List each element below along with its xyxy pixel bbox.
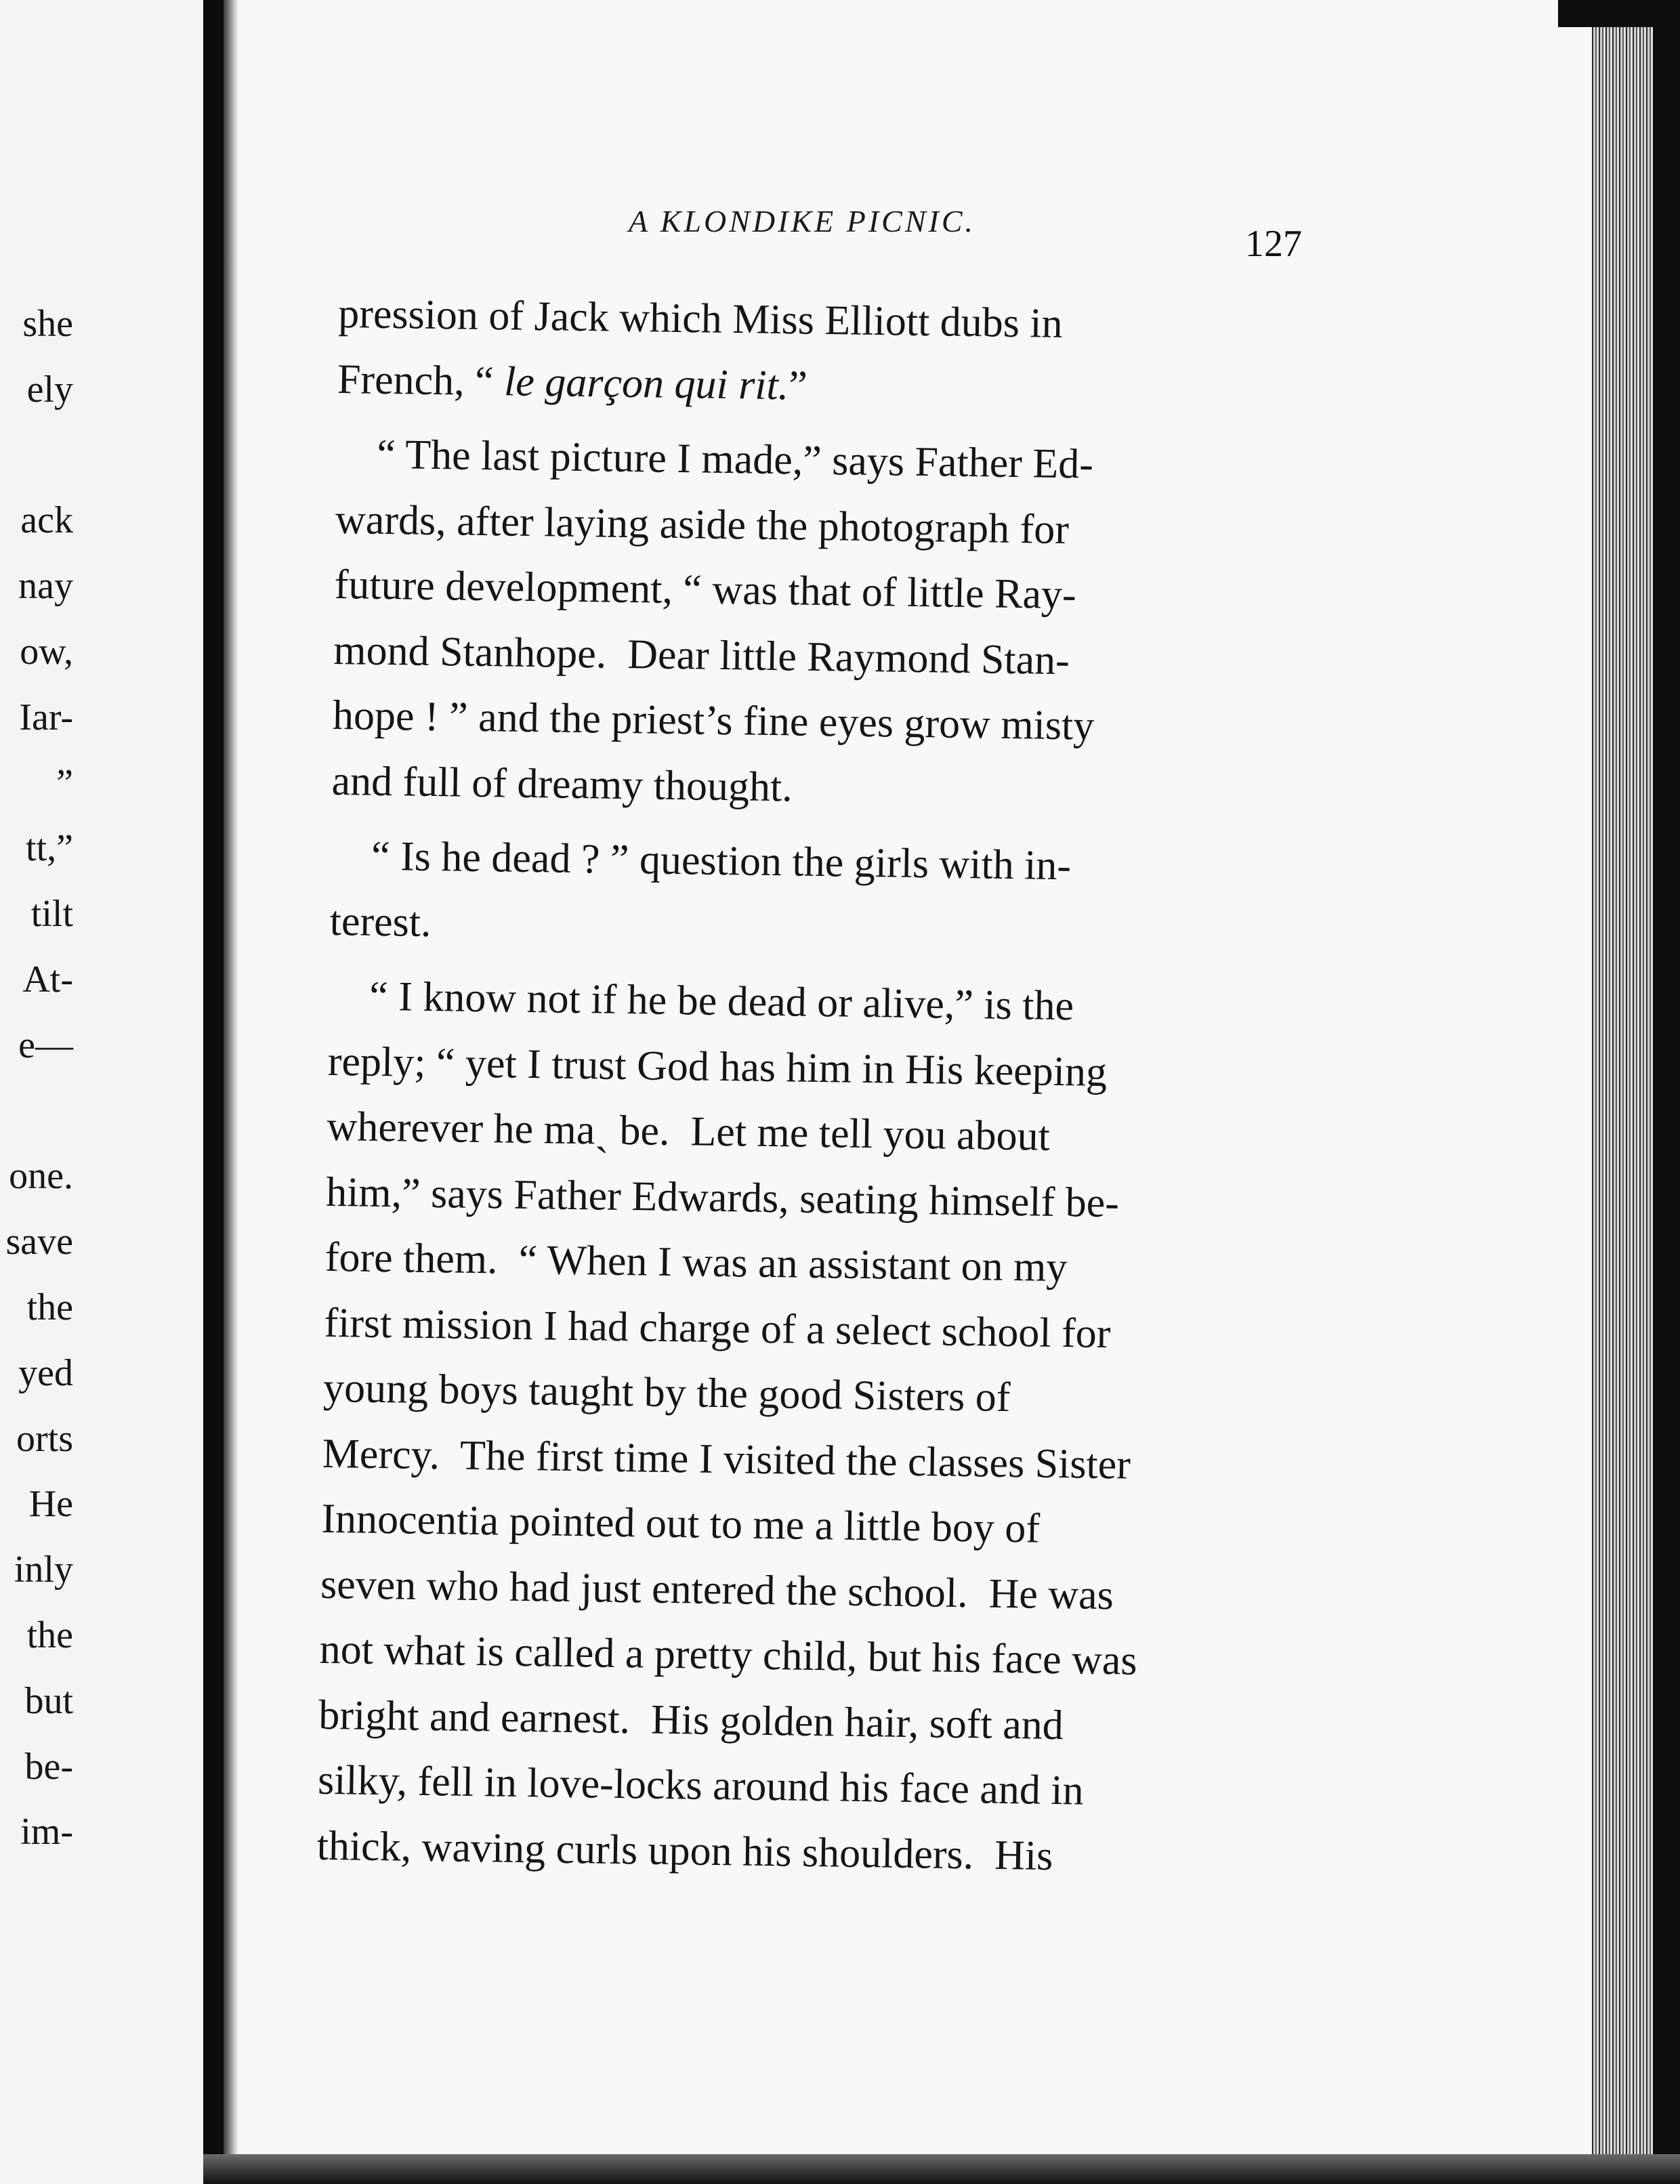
facing-line: ely bbox=[26, 368, 73, 411]
line-text: seven who had just entered the school. He was bbox=[320, 1561, 1114, 1618]
text-line bbox=[330, 823, 1293, 902]
text-line bbox=[331, 748, 1294, 826]
facing-line: nay bbox=[18, 565, 73, 608]
line-text: French, “ le garçon qui rit.” bbox=[337, 356, 808, 409]
facing-line: inly bbox=[14, 1549, 73, 1591]
top-shadow bbox=[1558, 0, 1680, 27]
line-text: bright and earnest. His golden hair, soft and bbox=[318, 1692, 1064, 1748]
line-text: young boys taught by the good Sisters of bbox=[322, 1364, 1011, 1421]
facing-line: the bbox=[26, 1614, 73, 1656]
line-text: him,” says Father Edwards, seating himself be- bbox=[325, 1169, 1120, 1226]
facing-line: yed bbox=[18, 1351, 73, 1394]
line-text: thick, waving curls upon his shoulders. His bbox=[316, 1822, 1053, 1879]
french-phrase: le garçon qui rit. bbox=[503, 358, 789, 408]
line-text: and full of dreamy thought. bbox=[331, 757, 793, 810]
line-text: hope ! ” and the priest’s fine eyes grow misty bbox=[332, 692, 1095, 749]
facing-line: orts bbox=[16, 1417, 73, 1460]
line-text: “ The last picture I made,” says Father Ed- bbox=[376, 431, 1094, 488]
line-text: reply; “ yet I trust God has him in His keeping bbox=[327, 1038, 1108, 1095]
facing-line: tilt bbox=[30, 893, 73, 936]
facing-line: ow, bbox=[20, 630, 73, 673]
body-text bbox=[316, 281, 1301, 1892]
facing-line: be- bbox=[24, 1745, 73, 1788]
facing-line: ” bbox=[56, 761, 73, 804]
facing-line: im- bbox=[20, 1811, 73, 1853]
line-text: Innocentia pointed out to me a little boy of bbox=[321, 1495, 1041, 1552]
book-cover-edge bbox=[1653, 0, 1680, 2184]
facing-line: Iar- bbox=[19, 696, 73, 738]
facing-line: e— bbox=[18, 1024, 73, 1066]
text-line bbox=[316, 1813, 1279, 1891]
line-text: fore them. “ When I was an assistant on my bbox=[324, 1234, 1068, 1291]
line-text: wards, after laying aside the photograph for bbox=[335, 496, 1070, 553]
facing-line: At- bbox=[22, 958, 73, 1001]
facing-line: save bbox=[5, 1221, 73, 1263]
facing-line: one. bbox=[9, 1155, 73, 1198]
facing-line: ack bbox=[20, 499, 73, 542]
facing-line bbox=[0, 423, 73, 488]
facing-line: she bbox=[22, 303, 73, 345]
line-text: not what is called a pretty child, but his face was bbox=[319, 1626, 1138, 1684]
facing-line: but bbox=[24, 1679, 73, 1722]
gutter-shadow bbox=[224, 0, 238, 2184]
line-text: Mercy. The first time I visited the classes Sister bbox=[322, 1430, 1131, 1488]
page-number: 127 bbox=[1245, 223, 1302, 265]
line-text: terest. bbox=[329, 898, 432, 946]
line-text: “ Is he dead ? ” question the girls with in- bbox=[371, 833, 1072, 889]
facing-page-text bbox=[0, 291, 73, 1865]
facing-page bbox=[0, 0, 203, 2184]
book-gutter bbox=[203, 0, 224, 2184]
line-text: pression of Jack which Miss Elliott dubs in bbox=[337, 290, 1064, 347]
line-text: wherever he maˏ be. Let me tell you about bbox=[327, 1103, 1051, 1160]
line-text: mond Stanhope. Dear little Raymond Stan- bbox=[333, 627, 1070, 684]
line-text: first mission I had charge of a select school for bbox=[324, 1299, 1111, 1357]
facing-line: the bbox=[26, 1286, 73, 1328]
line-text: “ I know not if he be dead or alive,” is the bbox=[369, 973, 1074, 1030]
line-text: silky, fell in love-locks around his face and in bbox=[317, 1757, 1085, 1814]
line-text: future development, “ was that of little Ray- bbox=[334, 561, 1077, 618]
running-head: A KLONDIKE PICNIC. bbox=[629, 204, 976, 238]
facing-line: He bbox=[28, 1483, 73, 1526]
facing-line: tt,” bbox=[26, 827, 73, 870]
facing-line bbox=[0, 1078, 73, 1144]
bottom-shadow bbox=[203, 2154, 1680, 2184]
text-line bbox=[337, 346, 1299, 425]
